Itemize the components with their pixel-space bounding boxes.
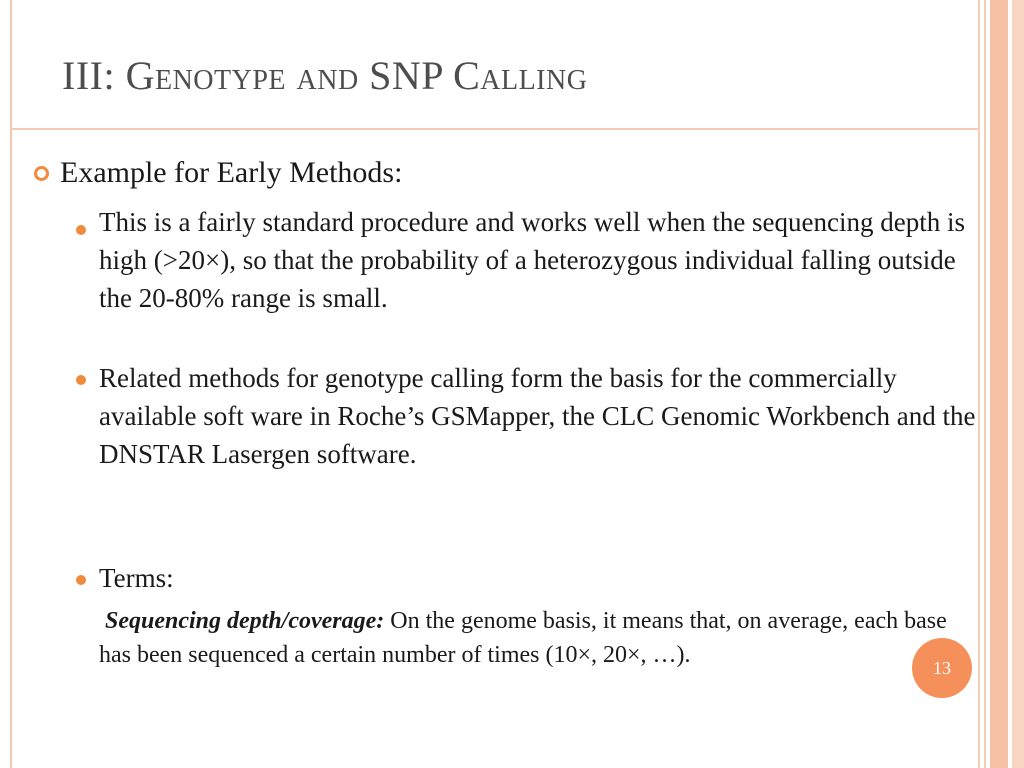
definition-text: On the genome basis, it means that, on average, each base has been sequenced a certain number of times (10×, 20×, …). (99, 608, 947, 668)
bullet-paragraph: Related methods for genotype calling form the basis for the commercially available soft ware in Roche’s GSMapper, the CLC Genomic Workbench and the DNSTAR Lasergen software. (99, 363, 976, 469)
bullet-paragraph: Terms: (99, 563, 174, 593)
deco-stripe (1012, 0, 1024, 768)
definition-term: Sequencing depth/coverage: (105, 608, 385, 634)
slide-title: III: Genotype and SNP Calling (62, 53, 588, 98)
section-heading: Example for Early Methods: (60, 156, 403, 189)
page-number-badge: 13 (912, 638, 972, 698)
dot-bullet-icon (76, 225, 86, 235)
deco-stripe (984, 0, 986, 768)
left-border (10, 0, 12, 768)
right-decoration (978, 0, 1024, 768)
dot-bullet-icon (76, 375, 86, 385)
deco-stripe (990, 0, 1008, 768)
bullet-paragraph: This is a fairly standard procedure and works well when the sequencing depth is high (>20×), so that the probability of a heterozygous individual falling outside the 20-80% range is small. (99, 207, 966, 313)
ring-bullet-icon (34, 166, 49, 181)
dot-bullet-icon (76, 575, 86, 585)
definition-paragraph (99, 604, 969, 672)
title-divider (12, 128, 978, 130)
